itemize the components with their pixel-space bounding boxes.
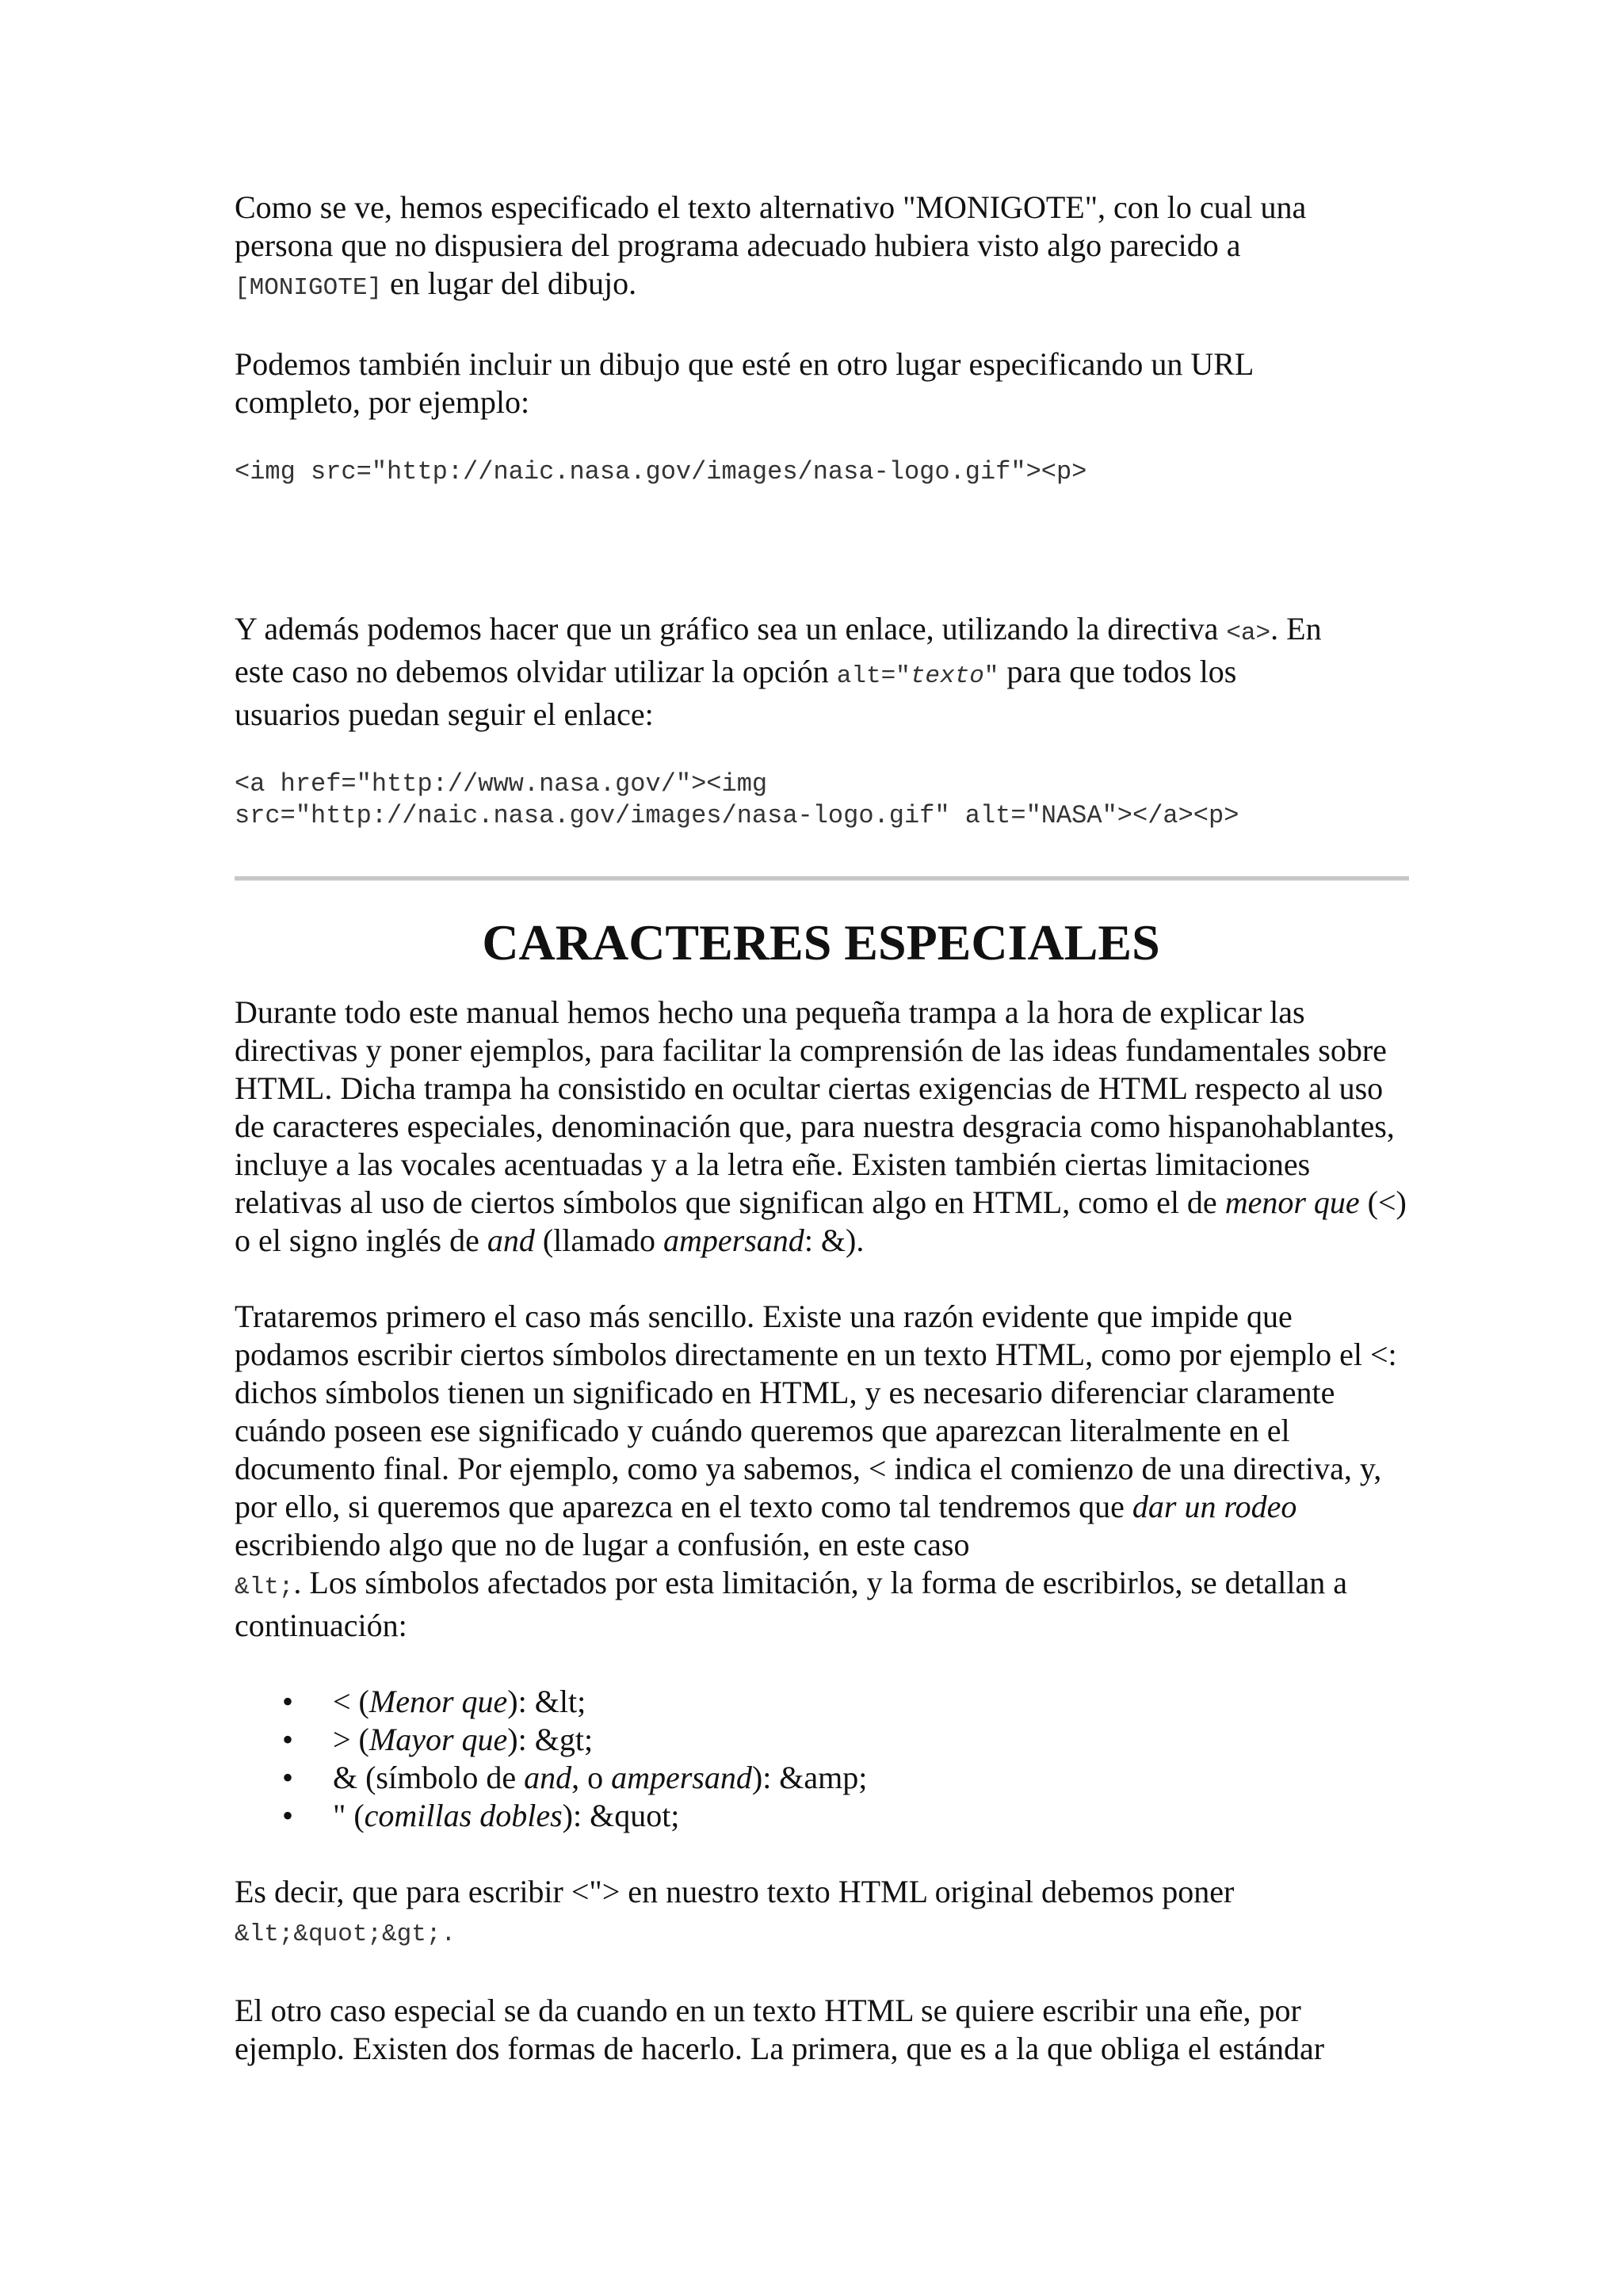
paragraph-intro-text4: : &).: [804, 1222, 865, 1258]
list-item-entity: ): &lt;: [507, 1684, 586, 1719]
list-item-entity: ): &quot;: [562, 1798, 680, 1833]
list-item-text: " (: [333, 1798, 365, 1833]
paragraph-image-link-text2: . En: [1270, 611, 1322, 646]
paragraph-intro-em-and: and: [487, 1222, 535, 1258]
inline-code-lt: &lt;: [235, 1573, 294, 1601]
horizontal-rule: [235, 876, 1409, 881]
section-heading: CARACTERES ESPECIALES: [482, 914, 1160, 971]
entity-list: [235, 1683, 1407, 1835]
code-example-link-line1: <a href="http://www.nasa.gov/"><img: [235, 769, 768, 799]
paragraph-example-escape: [235, 1873, 1407, 1954]
paragraph-alt-text-line2: persona que no dispusiera del programa adecuado hubiera visto algo parecido a: [235, 227, 1241, 263]
bullet-icon: •: [282, 1722, 294, 1757]
paragraph-url-image: [235, 345, 1407, 421]
list-item-text: & (símbolo de: [333, 1760, 525, 1795]
list-item-em2: ampersand: [611, 1760, 752, 1795]
list-item-text: > (: [333, 1722, 369, 1757]
bullet-icon: •: [282, 1760, 294, 1795]
paragraph-escaping-text1: Trataremos primero el caso más sencillo. Existe una razón evidente que impide que podamos escribir ciertos símbolos directamente en un texto HTML, como por ejemplo el <: dichos símbolos tienen un significado en HTML, y es necesario diferenciar claramente cuándo poseen ese significado y cuándo queremos que aparezcan literalmente en el documento final. Por ejemplo, como ya sabemos, < indica el comienzo de una directiva, y, por ello, si queremos que aparezca en el texto como tal tendremos que: [235, 1299, 1397, 1524]
list-item: [282, 1797, 1407, 1835]
inline-code-alt-italic: texto: [910, 662, 984, 690]
list-item-text-mid: , o: [571, 1760, 612, 1795]
paragraph-url-image-line2: completo, por ejemplo:: [235, 384, 530, 420]
paragraph-intro-text3: (llamado: [534, 1222, 664, 1258]
list-item: [282, 1683, 1407, 1721]
list-item-entity: ): &amp;: [751, 1760, 868, 1795]
list-item-em: Mayor que: [369, 1722, 508, 1757]
paragraph-alt-text-line1: Como se ve, hemos especificado el texto alternativo "MONIGOTE", con lo cual una: [235, 189, 1307, 225]
paragraph-url-image-line1: Podemos también incluir un dibujo que esté en otro lugar especificando un URL: [235, 346, 1254, 382]
paragraph-intro-text2: (<) o el signo inglés de: [235, 1184, 1407, 1258]
paragraph-alt-text-tail: en lugar del dibujo.: [382, 265, 637, 301]
list-item: [282, 1721, 1407, 1759]
paragraph-escaping-em-rodeo: dar un rodeo: [1132, 1489, 1297, 1524]
paragraph-escaping: [235, 1298, 1407, 1645]
list-item-entity: ): &gt;: [507, 1722, 594, 1757]
list-item: [282, 1759, 1407, 1797]
bullet-icon: •: [282, 1798, 294, 1833]
code-example-link-line2: src="http://naic.nasa.gov/images/nasa-logo.gif" alt="NASA"></a><p>: [235, 801, 1239, 830]
paragraph-example-escape-text: Es decir, que para escribir <"> en nuestro texto HTML original debemos poner: [235, 1874, 1235, 1909]
list-item-em: Menor que: [369, 1684, 508, 1719]
code-example-img: <img src="http://naic.nasa.gov/images/nasa-logo.gif"><p>: [235, 457, 1087, 486]
paragraph-image-link-text1: Y además podemos hacer que un gráfico sea un enlace, utilizando la directiva: [235, 611, 1227, 646]
paragraph-image-link-text3: este caso no debemos olvidar utilizar la opción: [235, 654, 837, 689]
paragraph-intro-text1: Durante todo este manual hemos hecho una pequeña trampa a la hora de explicar las directivas y poner ejemplos, para facilitar la comprensión de las ideas fundamentales sobre HTML. Dicha trampa ha consistido en ocultar ciertas exigencias de HTML respecto al uso de caracteres especiales, denominación que, para nuestra desgracia como hispanohablantes, incluye a las vocales acentuadas y a la letra eñe. Existen también ciertas limitaciones relativas al uso de ciertos símbolos que significan algo en HTML, como el de: [235, 994, 1395, 1220]
inline-code-alt-close: ": [983, 662, 999, 690]
inline-code-a-tag: <a>: [1226, 620, 1271, 647]
paragraph-ene-line1: El otro caso especial se da cuando en un texto HTML se quiere escribir una eñe, por: [235, 1993, 1301, 2028]
list-item-em: comillas dobles: [364, 1798, 563, 1833]
document-page: [235, 189, 1407, 2068]
paragraph-image-link-text4: para que todos los: [999, 654, 1237, 689]
paragraph-ene-line2: ejemplo. Existen dos formas de hacerlo. La primera, que es a la que obliga el estándar: [235, 2031, 1325, 2066]
paragraph-escaping-text2: escribiendo algo que no de lugar a confusión, en este caso: [235, 1527, 970, 1562]
paragraph-escaping-text3: . Los símbolos afectados por esta limitación, y la forma de escribirlos, se detallan a continuación:: [235, 1565, 1348, 1643]
paragraph-intro-em-ampersand: ampersand: [663, 1222, 804, 1258]
bullet-icon: •: [282, 1684, 294, 1719]
paragraph-intro-special-chars: [235, 994, 1407, 1260]
list-item-text: < (: [333, 1684, 369, 1719]
list-item-em: and: [524, 1760, 572, 1795]
inline-code-alt-open: alt=": [836, 662, 911, 690]
paragraph-alt-text: [235, 189, 1407, 307]
paragraph-intro-em-menor-que: menor que: [1224, 1184, 1360, 1220]
paragraph-image-link-text5: usuarios puedan seguir el enlace:: [235, 696, 654, 732]
paragraph-ene: [235, 1992, 1407, 2068]
inline-code-monigote: [MONIGOTE]: [235, 274, 383, 302]
paragraph-image-link: [235, 610, 1407, 734]
code-example-link: [235, 769, 1407, 832]
inline-code-escape-sequence: &lt;&quot;&gt;.: [235, 1920, 456, 1948]
